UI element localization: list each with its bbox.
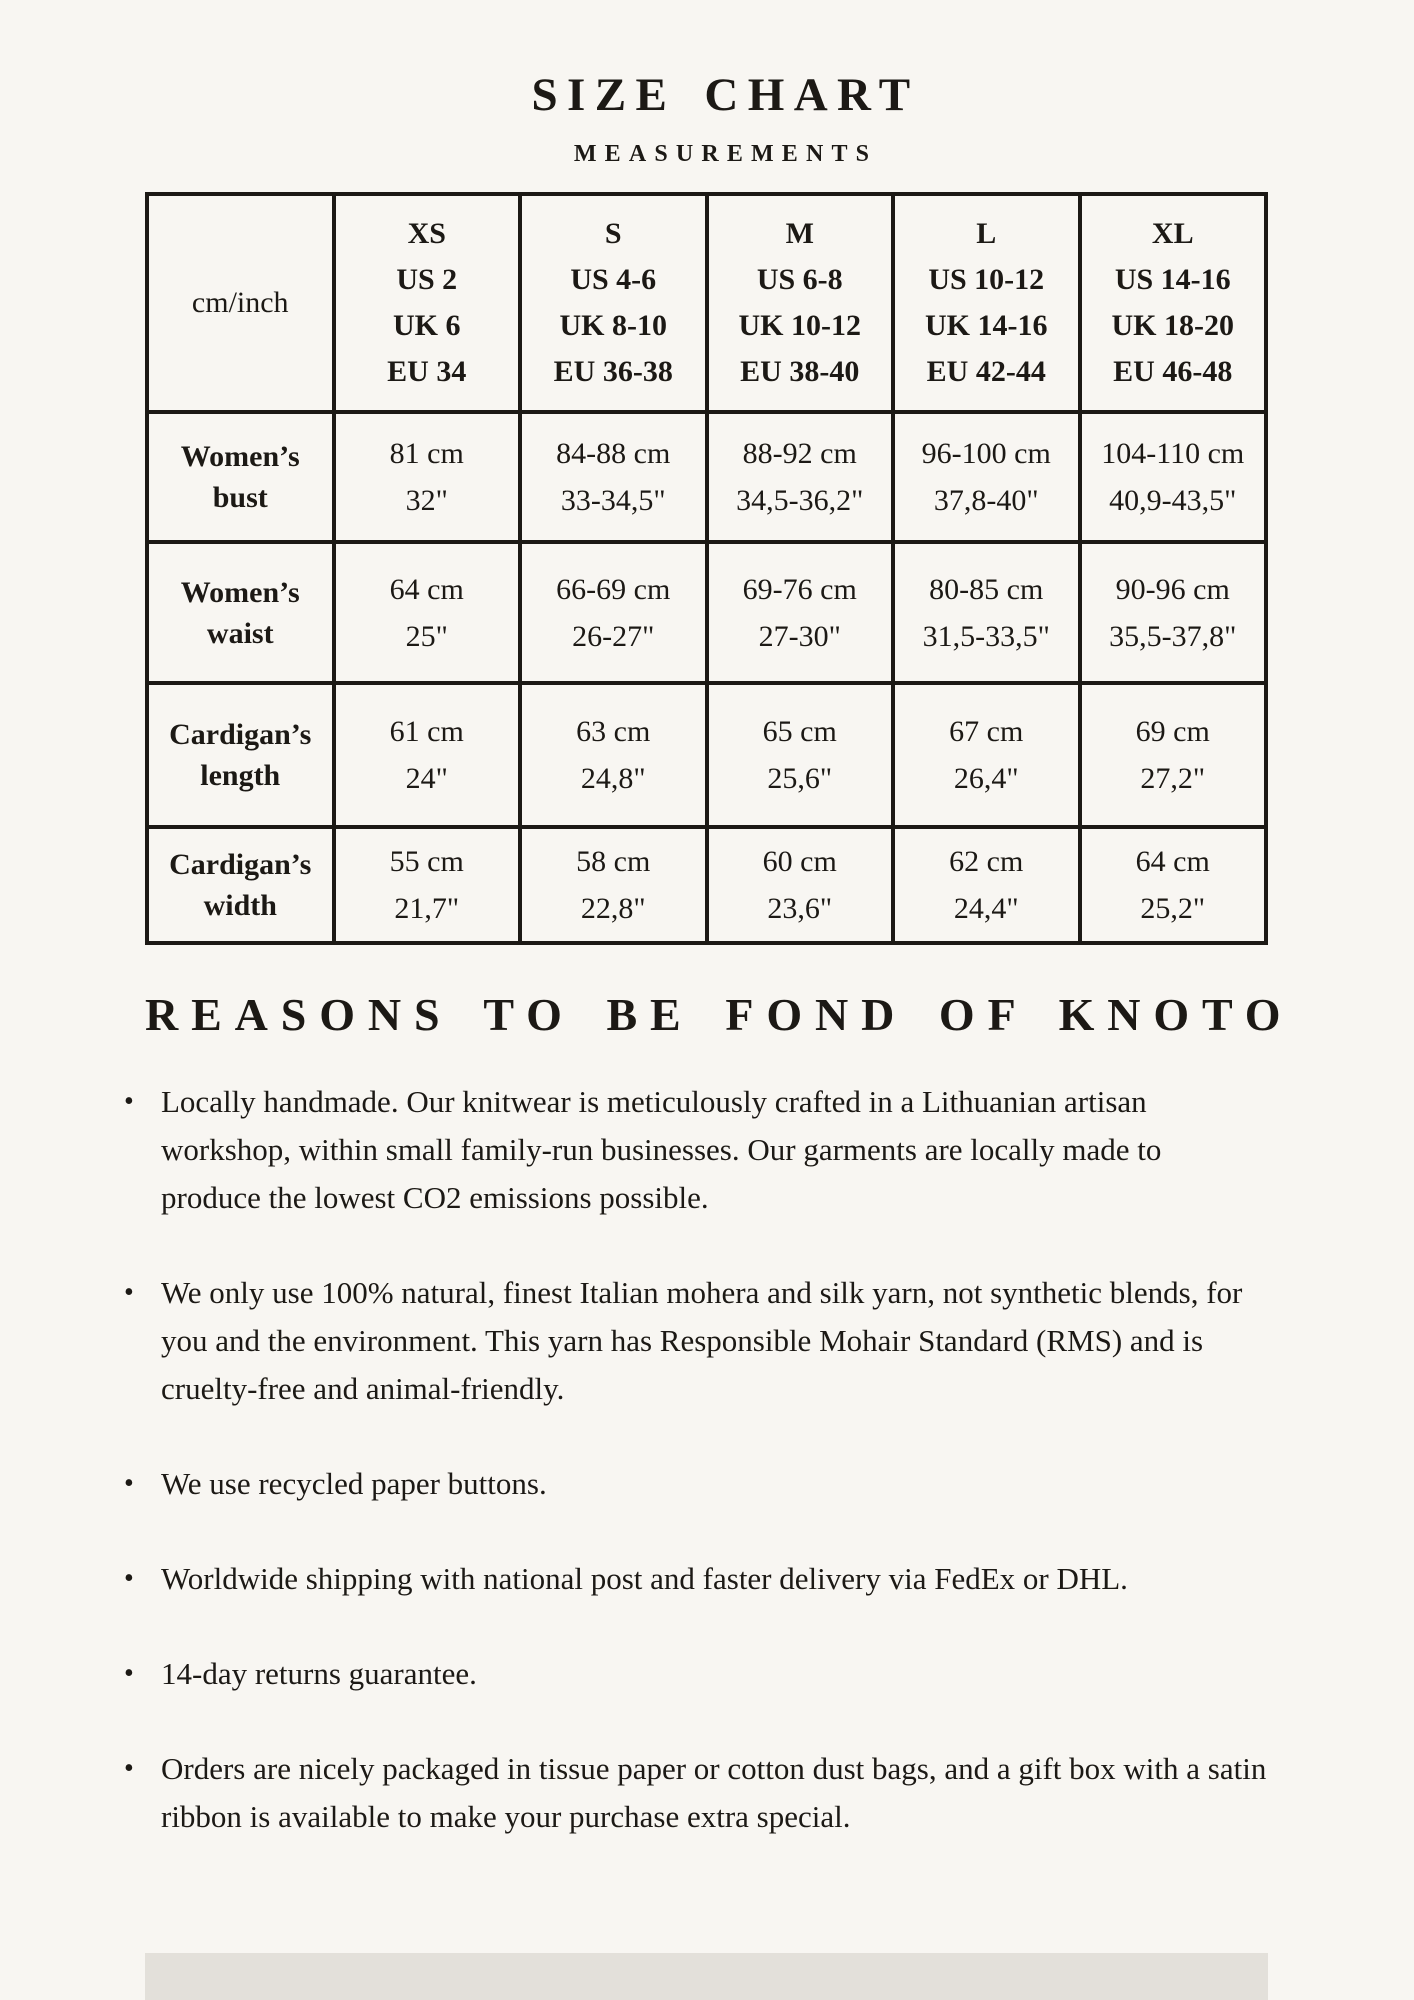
- table-row-womens-bust: [147, 412, 1266, 542]
- table-cell: [893, 412, 1080, 542]
- cm-value: 65 cm: [762, 715, 837, 748]
- inch-value: 25,2": [1140, 892, 1206, 925]
- unit-label: cm/inch: [191, 286, 289, 319]
- row-label: Cardigan’s width: [147, 827, 334, 943]
- column-header-l: [893, 194, 1080, 412]
- table-cell: [707, 542, 894, 683]
- cm-value: 58 cm: [576, 845, 651, 878]
- inch-value: 32": [405, 484, 448, 517]
- cm-value: 66-69 cm: [556, 572, 671, 606]
- bullet-icon: •: [124, 1753, 134, 1784]
- column-header-xl: [1080, 194, 1267, 412]
- inch-value: 24": [405, 762, 448, 795]
- cm-value: 62 cm: [949, 845, 1024, 878]
- table-cell: [520, 412, 707, 542]
- eu-size: EU 46-48: [1113, 355, 1233, 388]
- list-item: [124, 1650, 1281, 1698]
- cm-value: 80-85 cm: [929, 572, 1044, 606]
- inch-value: 25": [405, 619, 448, 653]
- size-label: XL: [1151, 217, 1194, 250]
- bullet-icon: •: [124, 1468, 134, 1499]
- bullet-icon: •: [124, 1563, 134, 1594]
- cm-value: 104-110 cm: [1101, 437, 1245, 470]
- list-item: [124, 1555, 1201, 1603]
- table-cell: [893, 827, 1080, 943]
- cm-value: 90-96 cm: [1115, 572, 1230, 606]
- inch-value: 24,8": [580, 762, 646, 795]
- table-cell: [1080, 683, 1267, 827]
- us-size: US 2: [396, 263, 458, 296]
- inch-value: 27,2": [1140, 762, 1206, 795]
- eu-size: EU 42-44: [926, 355, 1046, 388]
- table-row-womens-waist: [147, 542, 1266, 683]
- row-label: Women’s waist: [147, 542, 334, 683]
- cm-value: 63 cm: [576, 715, 651, 748]
- inch-value: 34,5-36,2": [736, 484, 864, 517]
- table-cell: [334, 683, 521, 827]
- table-cell: [893, 683, 1080, 827]
- cm-value: 64 cm: [1135, 845, 1210, 878]
- corner-cell: [147, 194, 334, 412]
- reasons-list: [124, 1078, 1301, 1888]
- reasons-section-heading: REASONS TO BE FOND OF KNOTO: [145, 989, 1294, 1040]
- table-cell: [334, 542, 521, 683]
- list-item: [124, 1078, 1261, 1222]
- bottom-image-band: [145, 1953, 1268, 2000]
- row-label: Women’s bust: [147, 412, 334, 542]
- list-item-text: 14-day returns guarantee.: [161, 1656, 477, 1691]
- size-label: S: [604, 217, 622, 250]
- row-label: Cardigan’s length: [147, 683, 334, 827]
- table-cell: [1080, 412, 1267, 542]
- cm-value: 69 cm: [1135, 715, 1210, 748]
- list-item: [124, 1269, 1281, 1413]
- list-item-text: Locally handmade. Our knitwear is meticulously crafted in a Lithuanian artisan workshop, within small family-run businesses. Our garments are locally made to produce the lowest CO2 emissions possible.: [161, 1084, 1162, 1215]
- table-cell: [707, 412, 894, 542]
- bullet-icon: •: [124, 1277, 134, 1308]
- table-cell: [1080, 827, 1267, 943]
- uk-size: UK 18-20: [1111, 309, 1234, 342]
- table-cell: [707, 683, 894, 827]
- inch-value: 37,8-40": [933, 484, 1039, 517]
- list-item: [124, 1460, 1281, 1508]
- size-label: L: [976, 217, 997, 250]
- table-row-cardigans-length: [147, 683, 1266, 827]
- list-item-text: We only use 100% natural, finest Italian mohera and silk yarn, not synthetic blends, for you and the environment. This yarn has Responsible Mohair Standard (RMS) and is cruelty-free and animal-friendly.: [161, 1275, 1243, 1406]
- inch-value: 40,9-43,5": [1109, 484, 1237, 517]
- table-cell: [520, 683, 707, 827]
- us-size: US 10-12: [928, 263, 1045, 296]
- cm-value: 88-92 cm: [742, 437, 857, 470]
- bullet-icon: •: [124, 1658, 134, 1689]
- list-item-text: Worldwide shipping with national post and faster delivery via FedEx or DHL.: [161, 1561, 1128, 1596]
- list-item: [124, 1745, 1281, 1841]
- cm-value: 81 cm: [389, 437, 464, 470]
- uk-size: UK 6: [393, 309, 461, 342]
- cm-value: 61 cm: [389, 715, 464, 748]
- cm-value: 69-76 cm: [742, 572, 857, 606]
- us-size: US 14-16: [1114, 263, 1231, 296]
- eu-size: EU 36-38: [553, 355, 673, 388]
- uk-size: UK 14-16: [925, 309, 1048, 342]
- column-header-xs: [334, 194, 521, 412]
- table-cell: [707, 827, 894, 943]
- table-cell: [334, 827, 521, 943]
- inch-value: 21,7": [394, 892, 460, 925]
- cm-value: 96-100 cm: [921, 437, 1051, 470]
- table-header-row: [147, 194, 1266, 412]
- table-cell: [520, 827, 707, 943]
- us-size: US 4-6: [570, 263, 657, 296]
- cm-value: 67 cm: [949, 715, 1024, 748]
- table-cell: [1080, 542, 1267, 683]
- inch-value: 27-30": [758, 619, 841, 653]
- inch-value: 35,5-37,8": [1109, 619, 1237, 653]
- inch-value: 25,6": [767, 762, 833, 795]
- table-cell: [334, 412, 521, 542]
- size-label: M: [785, 217, 814, 250]
- uk-size: UK 10-12: [738, 309, 861, 342]
- cm-value: 84-88 cm: [556, 437, 671, 470]
- inch-value: 24,4": [953, 892, 1019, 925]
- cm-value: 55 cm: [389, 845, 464, 878]
- list-item-text: We use recycled paper buttons.: [161, 1466, 547, 1501]
- uk-size: UK 8-10: [559, 309, 667, 342]
- cm-value: 64 cm: [389, 572, 464, 606]
- size-label: XS: [407, 217, 446, 250]
- column-header-m: [707, 194, 894, 412]
- inch-value: 33-34,5": [560, 484, 666, 517]
- inch-value: 31,5-33,5": [922, 619, 1050, 653]
- bullet-icon: •: [124, 1086, 134, 1117]
- cm-value: 60 cm: [762, 845, 837, 878]
- table-row-cardigans-width: [147, 827, 1266, 943]
- table-cell: [893, 542, 1080, 683]
- inch-value: 22,8": [580, 892, 646, 925]
- column-header-s: [520, 194, 707, 412]
- page-subtitle: MEASUREMENTS: [573, 141, 878, 167]
- inch-value: 23,6": [767, 892, 833, 925]
- size-chart-table: [145, 192, 1268, 945]
- page-title: SIZE CHART: [531, 69, 920, 121]
- list-item-text: Orders are nicely packaged in tissue paper or cotton dust bags, and a gift box with a satin ribbon is available to make your purchase extra special.: [161, 1751, 1267, 1834]
- us-size: US 6-8: [756, 263, 843, 296]
- eu-size: EU 38-40: [740, 355, 860, 388]
- eu-size: EU 34: [387, 355, 467, 388]
- table-cell: [520, 542, 707, 683]
- inch-value: 26-27": [572, 619, 655, 653]
- inch-value: 26,4": [953, 762, 1019, 795]
